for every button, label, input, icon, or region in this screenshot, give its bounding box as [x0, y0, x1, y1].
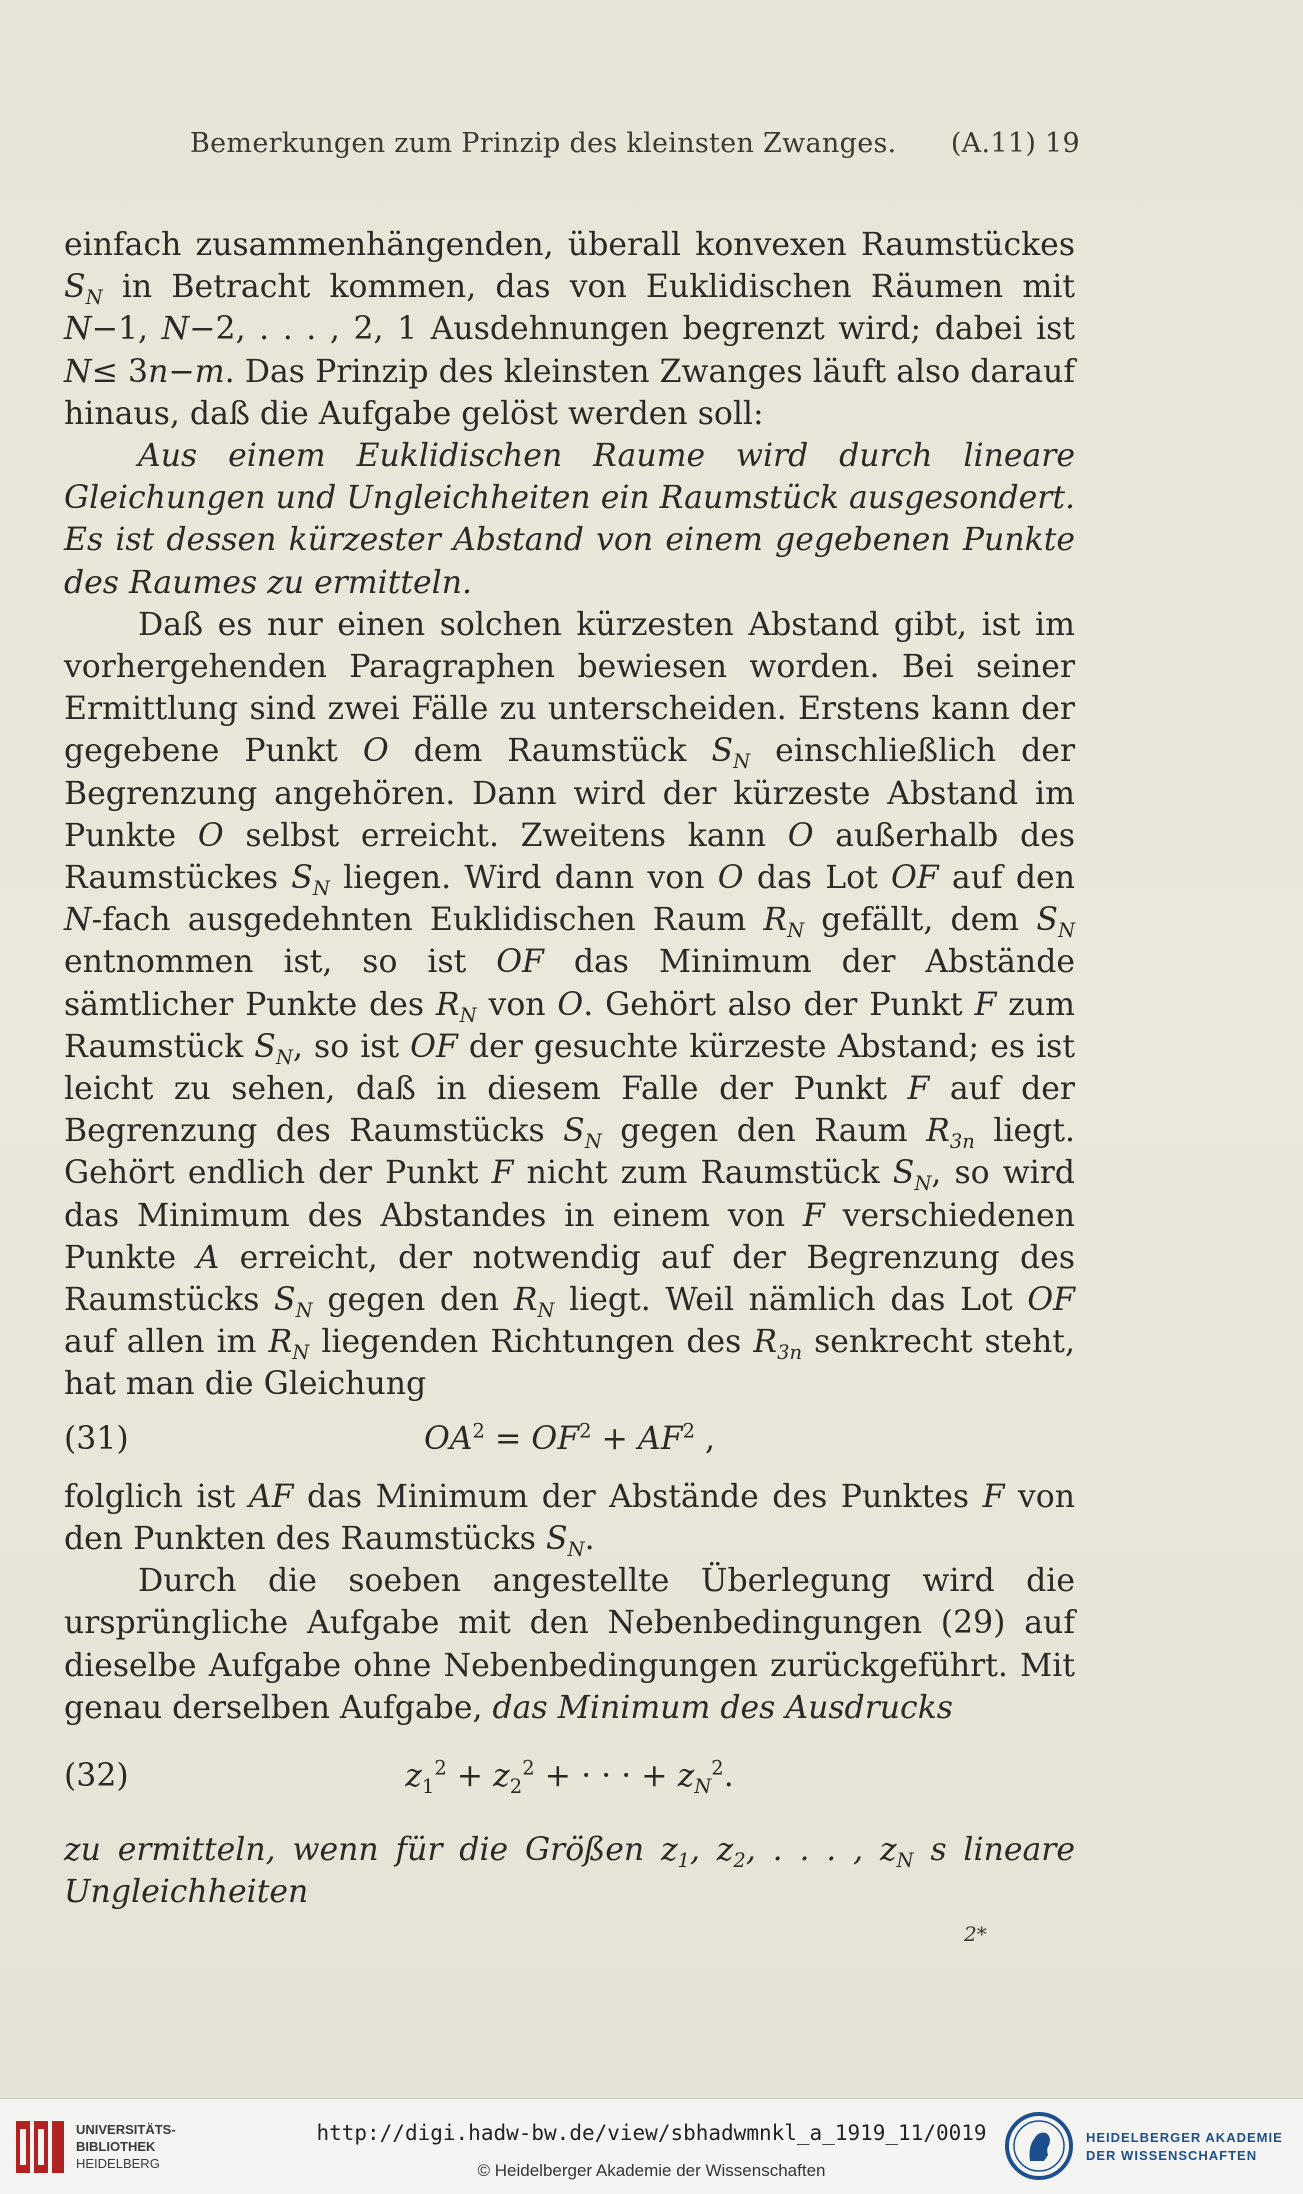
copyright-notice: © Heidelberger Akademie der Wissenschaften [477, 2161, 826, 2180]
equation-32 [64, 1729, 1075, 1819]
page-number: (A.11) 19 [950, 128, 1080, 159]
page-body [64, 224, 1075, 1913]
equation-body: $z_1^2 + z_2^2$ + · · · + $z_N^2$. [405, 1756, 734, 1798]
equation-number: (32) [64, 1757, 129, 1794]
paragraph-1: einfach zusammenhängenden, überall konvexen Raumstückes $S_N$ in Betracht kommen, das von Euklidischen Räumen mit N−1, N−2, . . . , 2, 1 Ausdehnungen begrenzt wird; dabei ist N≤ 3n−m. Das Prinzip des kleinsten Zwanges läuft also darauf hinaus, daß die Aufgabe gelöst werden soll: [64, 227, 1075, 432]
equation-31 [64, 1406, 1075, 1476]
theorem-statement: Aus einem Euklidischen Raume wird durch lineare Gleichungen und Ungleichheiten ein Raumstück ausgesondert. Es ist dessen kürzester Abstand von einem gegebenen Punkte des Raumes zu ermitteln. [64, 438, 1075, 601]
university-library-name: UNIVERSITÄTS- BIBLIOTHEK HEIDELBERG [76, 2122, 176, 2171]
running-title: Bemerkungen zum Prinzip des kleinsten Zwanges. [190, 128, 897, 159]
permalink-url[interactable]: http://digi.hadw-bw.de/view/sbhadwmnkl_a_1919_11/0019 [316, 2121, 987, 2145]
printer-signature: 2* [964, 1922, 987, 1946]
viewer-footer [0, 2098, 1303, 2194]
paragraph-4: Durch die soeben angestellte Überlegung wird die ursprüngliche Aufgabe mit den Nebenbedingungen (29) auf dieselbe Aufgabe ohne Nebenbedingungen zurückgeführt. Mit genau derselben Aufgabe, das Minimum des Ausdrucks [64, 1563, 1075, 1726]
equation-body: $OA^2 = OF^2 + AF^2$ , [423, 1418, 716, 1457]
academy-seal-icon [1004, 2111, 1074, 2181]
paragraph-5: zu ermitteln, wenn für die Größen $z_1$, $z_2$, . . . , $z_N$ s lineare Ungleichheiten [64, 1831, 1075, 1911]
paragraph-3: folglich ist AF das Minimum der Abstände des Punktes F von den Punkten des Raumstücks $S_N$. [64, 1478, 1076, 1561]
equation-number: (31) [64, 1420, 129, 1457]
running-header [190, 128, 1080, 159]
paragraph-2: Daß es nur einen solchen kürzesten Abstand gibt, ist im vorhergehenden Paragraphen bewiesen worden. Bei seiner Ermittlung sind zwei Fälle zu unterscheiden. Erstens kann der gegebene Punkt O dem Raumstück $S_N$ einschließlich der Begrenzung angehören. Dann wird der kürzeste Abstand im Punkte O selbst erreicht. Zweitens kann O außerhalb des Raumstückes $S_N$ liegen. Wird dann von O das Lot OF auf den N-fach ausgedehnten Euklidischen Raum $R_N$ gefällt, dem $S_N$ entnommen ist, so ist OF das Minimum der Abstände sämtlicher Punkte des $R_N$ von O. Gehört also der Punkt F zum Raumstück $S_N$, so ist OF der gesuchte kürzeste Abstand; es ist leicht zu sehen, daß in diesem Falle der Punkt F auf der Begrenzung des Raumstücks $S_N$ gegen den Raum $R_{3n}$ liegt. Gehört endlich der Punkt F nicht zum Raumstück $S_N$, so wird das Minimum des Abstandes in einem von F verschiedenen Punkte A erreicht, der notwendig auf der Begrenzung des Raumstücks $S_N$ gegen den $R_N$ liegt. Weil nämlich das Lot OF auf allen im $R_N$ liegenden Richtungen des $R_{3n}$ senkrecht steht, hat man die Gleichung [64, 606, 1076, 1403]
academy-name: HEIDELBERGER AKADEMIE DER WISSENSCHAFTEN [1086, 2130, 1283, 2163]
